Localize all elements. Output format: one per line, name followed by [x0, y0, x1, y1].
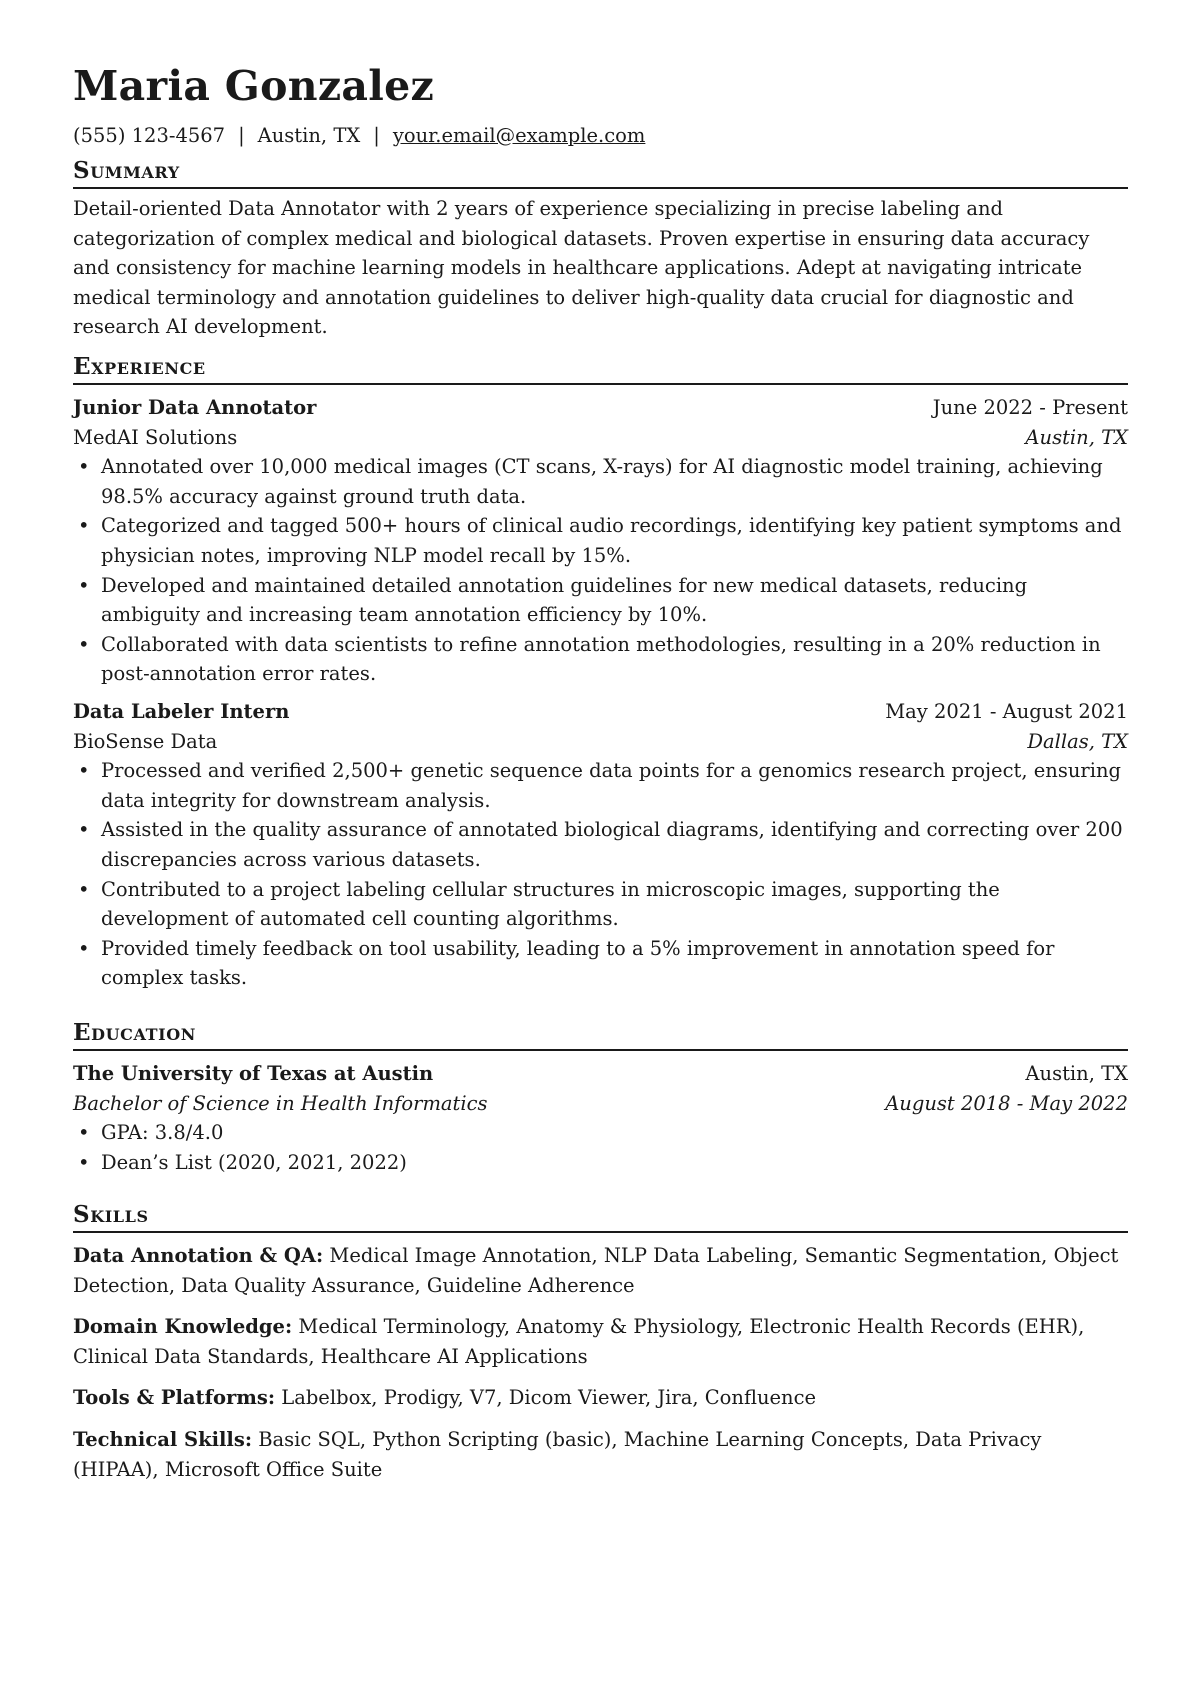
skills-heading: Skills	[73, 1201, 1128, 1233]
skill-group-label: Tools & Platforms:	[73, 1386, 276, 1410]
job-header	[73, 697, 1128, 727]
education-section	[73, 1019, 1128, 1177]
bullet-item: • Processed and verified 2,500+ genetic sequence data points for a genomics research project, ensuring data integrity for downstream analysis.	[73, 756, 1128, 815]
summary-text: Detail-oriented Data Annotator with 2 years of experience specializing in precise labeling and categorization of complex medical and biological datasets. Proven expertise in ensuring data accuracy and consistency for machine learning models in healthcare applications. Adept at navigating intricate medical terminology and annotation guidelines to deliver high-quality data crucial for diagnostic and research AI development.	[73, 197, 1090, 339]
skill-group-items: Medical Terminology, Anatomy & Physiology, Electronic Health Records (EHR), Clinical Data Standards, Healthcare AI Applications	[73, 1315, 1085, 1368]
bullet-item: • Contributed to a project labeling cellular structures in microscopic images, supporting the development of automated cell counting algorithms.	[73, 875, 1128, 934]
experience-heading: Experience	[73, 353, 1128, 385]
candidate-name: Maria Gonzalez	[73, 62, 435, 110]
company-name: BioSense Data	[73, 729, 218, 753]
bullet-item: • Assisted in the quality assurance of annotated biological diagrams, identifying and correcting over 200 discrepancies across various datasets.	[73, 815, 1128, 874]
job-dates: June 2022 - Present	[932, 396, 1128, 419]
contact-separator: |	[238, 124, 245, 147]
school-location: Austin, TX	[1025, 1062, 1128, 1085]
job-bullets	[73, 452, 1128, 689]
education-bullets	[73, 1118, 1128, 1177]
job-subheader	[73, 423, 1128, 453]
email-link[interactable]: your.email@example.com	[392, 124, 646, 147]
skill-group-items: Medical Image Annotation, NLP Data Labeling, Semantic Segmentation, Object Detection, Data Quality Assurance, Guideline Adherence	[73, 1244, 1119, 1297]
phone-number: (555) 123-4567	[73, 124, 226, 147]
skill-group	[73, 1312, 1128, 1371]
job-title: Junior Data Annotator	[73, 396, 317, 419]
skills-section	[73, 1201, 1128, 1484]
degree-name: Bachelor of Science in Health Informatics	[73, 1091, 488, 1115]
bullet-item: • Collaborated with data scientists to refine annotation methodologies, resulting in a 20% reduction in post-annotation error rates.	[73, 630, 1128, 689]
skill-group	[73, 1383, 1128, 1413]
job-subheader	[73, 727, 1128, 757]
education-entry	[73, 1059, 1128, 1177]
education-dates: August 2018 - May 2022	[885, 1091, 1128, 1115]
summary-section	[73, 157, 1128, 342]
bullet-item: • Categorized and tagged 500+ hours of clinical audio recordings, identifying key patient symptoms and physician notes, improving NLP model recall by 15%.	[73, 511, 1128, 570]
skill-group-items: Labelbox, Prodigy, V7, Dicom Viewer, Jira, Confluence	[281, 1386, 817, 1410]
bullet-item: • Provided timely feedback on tool usability, leading to a 5% improvement in annotation speed for complex tasks.	[73, 934, 1128, 993]
summary-heading: Summary	[73, 157, 1128, 189]
contact-line	[73, 123, 645, 149]
education-heading: Education	[73, 1019, 1128, 1051]
job-bullets	[73, 756, 1128, 993]
skill-group-label: Domain Knowledge:	[73, 1315, 293, 1339]
bullet-item: • Developed and maintained detailed annotation guidelines for new medical datasets, reducing ambiguity and increasing team annotation efficiency by 10%.	[73, 571, 1128, 630]
job-entry	[73, 697, 1128, 993]
skill-group-label: Data Annotation & QA:	[73, 1244, 324, 1267]
job-title: Data Labeler Intern	[73, 699, 290, 723]
bullet-item: • Dean’s List (2020, 2021, 2022)	[73, 1148, 1128, 1178]
skill-group-items: Basic SQL, Python Scripting (basic), Machine Learning Concepts, Data Privacy (HIPAA), Microsoft Office Suite	[73, 1427, 1042, 1481]
skill-group	[73, 1241, 1128, 1300]
location: Austin, TX	[257, 124, 361, 147]
company-name: MedAI Solutions	[73, 425, 238, 449]
education-subheader	[73, 1089, 1128, 1119]
school-name: The University of Texas at Austin	[73, 1062, 434, 1085]
education-header	[73, 1059, 1128, 1089]
contact-separator: |	[373, 124, 380, 147]
experience-section	[73, 353, 1128, 993]
bullet-item: • Annotated over 10,000 medical images (CT scans, X-rays) for AI diagnostic model training, achieving 98.5% accuracy against ground truth data.	[73, 452, 1128, 511]
job-header	[73, 393, 1128, 423]
skills-list	[73, 1241, 1128, 1484]
job-location: Dallas, TX	[1027, 729, 1128, 753]
job-dates: May 2021 - August 2021	[885, 699, 1128, 723]
job-entry	[73, 393, 1128, 689]
bullet-item: • GPA: 3.8/4.0	[73, 1118, 1128, 1148]
skill-group	[73, 1425, 1128, 1484]
skill-group-label: Technical Skills:	[73, 1427, 253, 1451]
job-location: Austin, TX	[1025, 425, 1128, 449]
